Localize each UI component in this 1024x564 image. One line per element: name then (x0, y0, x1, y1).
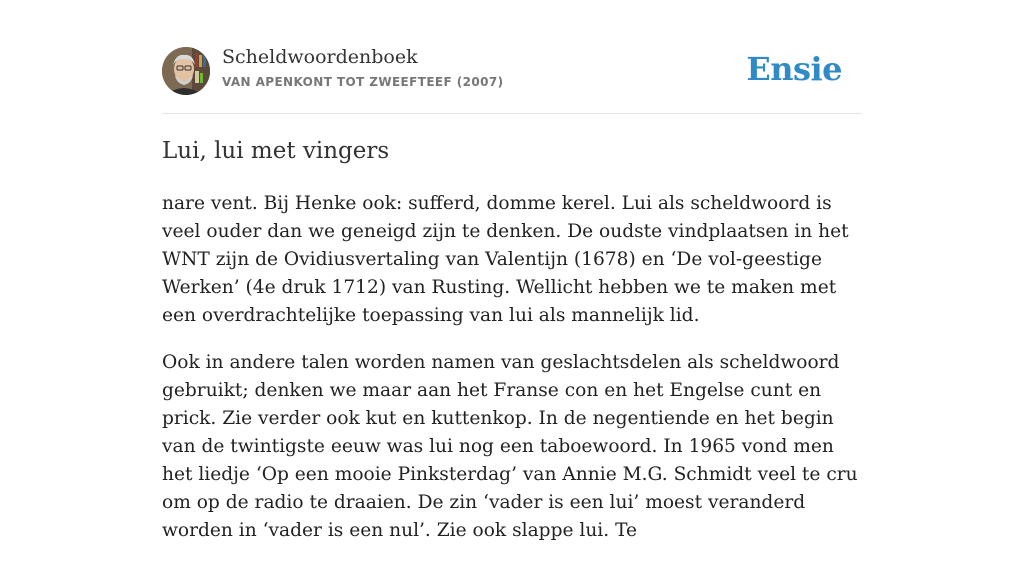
book-header (162, 0, 862, 114)
book-title[interactable]: Scheldwoordenboek (222, 46, 418, 68)
entry-title: Lui, lui met vingers (162, 138, 390, 164)
book-subtitle: VAN APENKONT TOT ZWEEFTEEF (2007) (222, 75, 504, 89)
author-avatar[interactable] (162, 47, 210, 95)
entry-paragraph: nare vent. Bij Henke ook: sufferd, domme kerel. Lui als scheldwoord is veel ouder dan we geneigd zijn te denken. De oudste vindplaatsen in het WNT zijn de Ovidiusvertaling van Valentijn (1678) en ‘De vol-geestige Werken’ (4e druk 1712) van Rusting. Wellicht hebben we te maken met een overdrachtelijke toepassing van lui als mannelijk lid. (162, 193, 849, 326)
entry-paragraph: Ook in andere talen worden namen van geslachtsdelen als scheldwoord gebruikt; denken we maar aan het Franse con en het Engelse cunt en prick. Zie verder ook kut en kuttenkop. In de negentiende en het begin van de twintigste eeuw was lui nog een taboewoord. In 1965 vond men het liedje ‘Op een mooie Pinksterdag’ van Annie M.G. Schmidt veel te cru om op de radio te draaien. De zin ‘vader is een lui’ moest veranderd worden in ‘vader is een nul’. Zie ook slappe lui. Te (162, 352, 858, 541)
brand-logo[interactable]: Ensie (746, 50, 842, 88)
entry-body (162, 190, 862, 564)
author-portrait-icon (162, 47, 210, 95)
page-content (162, 0, 862, 541)
